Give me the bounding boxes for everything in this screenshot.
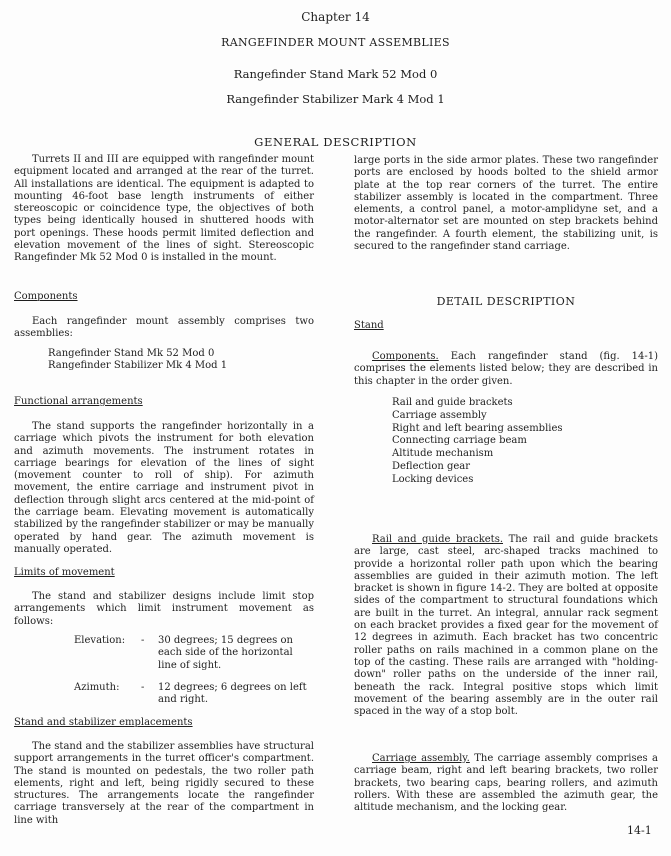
limits-heading: Limits of movement xyxy=(14,567,115,578)
emplacements-heading: Stand and stabilizer emplacements xyxy=(14,717,193,728)
rail-text: The rail and guide brackets are large, cast steel, arc-shaped tracks machined to provide a horizontal roller path upon which the bearing assemblies are guided in their azimuth motion. The left bracket is shown in figure 14-2. They are bolted at opposite sides of the compartment to structural foundations which are built in the turret. An integral, annular rack segment on each bracket provides a fixed gear for the movement of 12 degrees in azimuth. Each bracket has two concentric roller paths on rails machined in a common plane on the top of the casting. These rails are arranged with "holding-down" roller paths on the underside of the inner rail, beneath the rack. Integral positive stops which limit movement of the bearing assembly are in the outer rail spaced in the way of a stop bolt. xyxy=(354,534,658,718)
detail-description-heading: DETAIL DESCRIPTION xyxy=(436,295,576,308)
elevation-value: 30 degrees; 15 degrees on each side of the horizontal line of sight. xyxy=(158,635,293,671)
functional-heading: Functional arrangements xyxy=(14,396,143,407)
stand-elements-list xyxy=(392,397,652,487)
carriage-heading: Carriage assembly. xyxy=(372,753,470,764)
chapter-title: RANGEFINDER MOUNT ASSEMBLIES xyxy=(221,36,450,49)
components-heading: Components xyxy=(14,291,78,302)
intro-paragraph: Turrets II and III are equipped with rangefinder mount equipment located and arranged at the rear of the turret. All installations are identical. The equipment is adapted to mounting 46-foot base length instruments of either stereoscopic or coincidence type, the objectives of both types being identically housed in shuttered hoods with port openings. These hoods permit limited deflection and elevation movement of the lines of sight. Stereoscopic Rangefinder Mk 52 Mod 0 is installed in the mount. xyxy=(14,154,314,264)
subtitle-stabilizer: Rangefinder Stabilizer Mark 4 Mod 1 xyxy=(226,92,445,106)
list-item: Rail and guide brackets xyxy=(392,397,513,408)
list-item: Carriage assembly xyxy=(392,409,487,421)
general-description-heading: GENERAL DESCRIPTION xyxy=(254,135,417,149)
page-number: 14-1 xyxy=(627,824,652,837)
list-item: Deflection gear xyxy=(392,460,471,472)
carriage-paragraph xyxy=(354,753,658,814)
stand-components-paragraph xyxy=(354,351,658,388)
chapter-label: Chapter 14 xyxy=(301,10,370,24)
carriage-text: The carriage assembly comprises a carriage beam, right and left bearing brackets, two roller brackets, two bearing caps, bearing rollers, and azimuth rollers. With these are assembled the azimuth gear, the altitude mechanism, and the locking gear. xyxy=(354,753,658,814)
assembly-stabilizer: Rangefinder Stabilizer Mk 4 Mod 1 xyxy=(48,360,228,372)
list-item: Altitude mechanism xyxy=(392,448,494,460)
azimuth-value: 12 degrees; 6 degrees on left and right. xyxy=(158,682,307,706)
list-item: Right and left bearing assemblies xyxy=(392,422,563,434)
list-item: Locking devices xyxy=(392,473,474,485)
list-item: Connecting carriage beam xyxy=(392,435,527,447)
azimuth-label: Azimuth: xyxy=(74,682,120,693)
elevation-label: Elevation: xyxy=(74,635,126,646)
stand-components-text: Each rangefinder stand (fig. 14-1) comprises the elements listed below; they are described in this chapter in the order given. xyxy=(354,351,659,387)
rail-paragraph xyxy=(354,534,658,718)
rail-heading: Rail and guide brackets. xyxy=(372,534,503,545)
left-column xyxy=(14,154,314,281)
subtitle-stand: Rangefinder Stand Mark 52 Mod 0 xyxy=(233,67,438,81)
assembly-stand: Rangefinder Stand Mk 52 Mod 0 xyxy=(48,348,215,359)
emplacements-paragraph: The stand and the stabilizer assemblies have structural support arrangements in the turret officer's compartment. The stand is mounted on pedestals, the two roller path elements, right and left, being rigidly secured to these structures. The arrangements locate the rangefinder carriage transversely at the rear of the compartment in line with xyxy=(14,741,314,826)
components-paragraph: Each rangefinder mount assembly comprises two assemblies: xyxy=(14,316,314,340)
stand-components-heading: Components. xyxy=(372,351,439,362)
limits-paragraph: The stand and stabilizer designs include limit stop arrangements which limit instrument movement as follows: xyxy=(14,591,314,627)
elevation-dash: - xyxy=(141,635,145,646)
stand-heading: Stand xyxy=(354,320,384,331)
azimuth-dash: - xyxy=(141,682,145,693)
continuation-paragraph: large ports in the side armor plates. These two rangefinder ports are enclosed by hoods bolted to the shield armor plate at the top rear corners of the turret. The entire stabilizer assembly is located in the compartment. Three elements, a control panel, a motor-amplidyne set, and a motor-alternator set are mounted on step brackets behind the rangefinder. A fourth element, the stabilizing unit, is secured to the rangefinder stand carriage. xyxy=(354,155,658,253)
functional-paragraph: The stand supports the rangefinder horizontally in a carriage which pivots the instrument for both elevation and azimuth movements. The instrument rotates in carriage bearings for elevation of the lines of sight (movement counter to roll of ship). For azimuth movement, the entire carriage and instrument pivot in deflection through slight arcs centered at the mid-point of the carriage beam. Elevating movement is automatically stabilized by the rangefinder stabilizer or may be manually operated by hand gear. The azimuth movement is manually operated. xyxy=(14,421,314,555)
